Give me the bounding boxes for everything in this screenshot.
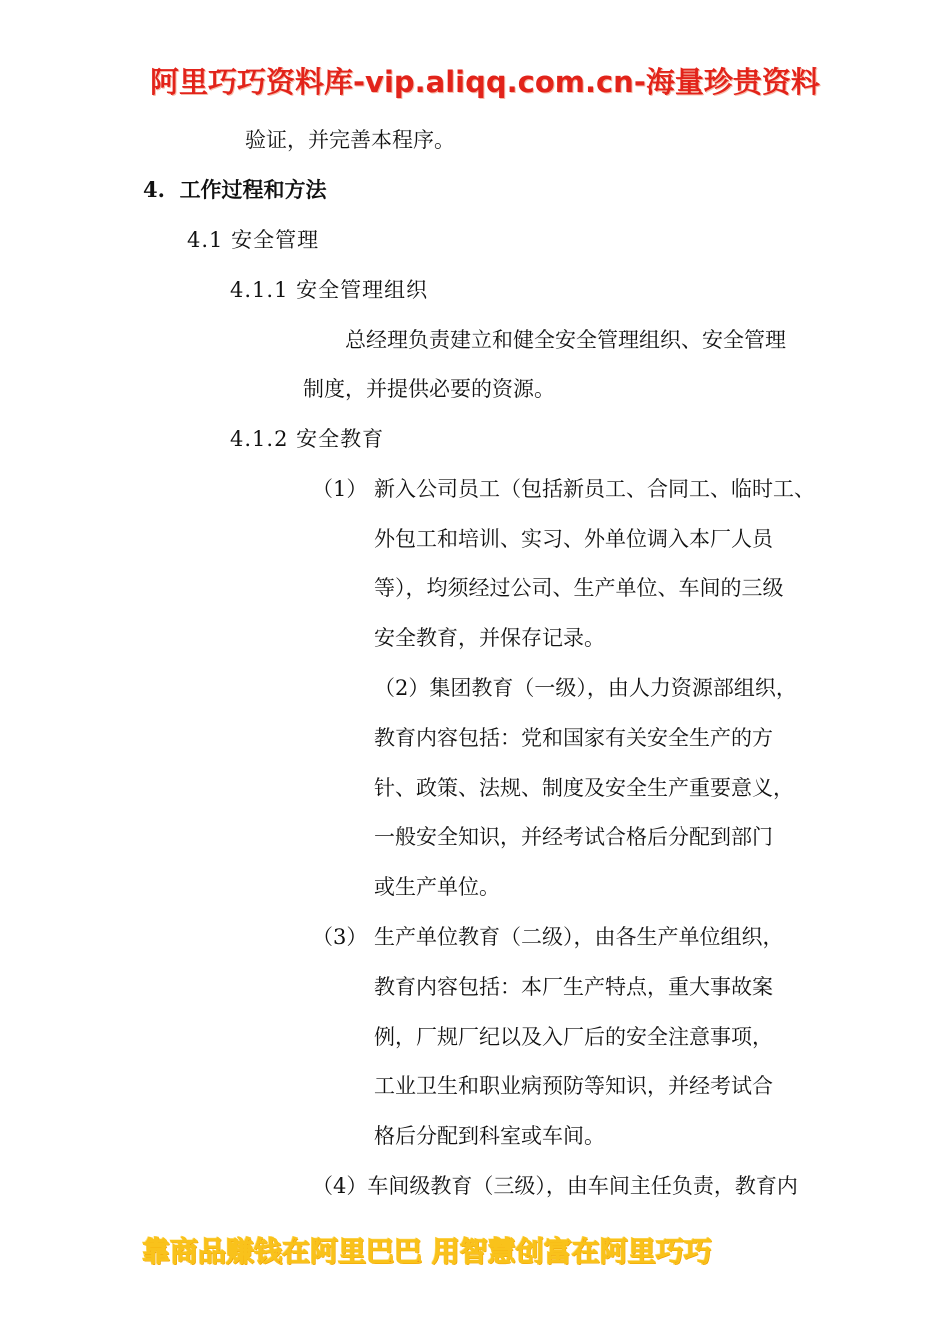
list-item-3-line: 工业卫生和职业病预防等知识，并经考试合 <box>374 1074 773 1098</box>
list-item-3-line: 例，厂规厂纪以及入厂后的安全注意事项， <box>374 1025 773 1049</box>
list-item-2-line: 针、政策、法规、制度及安全生产重要意义， <box>374 776 794 800</box>
section-4-number: 4. <box>143 177 165 202</box>
list-item-1-line: （1） 新入公司员工（包括新员工、合同工、临时工、 <box>312 477 816 501</box>
list-item-1-line: 安全教育，并保存记录。 <box>374 626 605 650</box>
list-item-2-line: 一般安全知识，并经考试合格后分配到部门 <box>374 825 773 849</box>
list-item-2-line: 教育内容包括：党和国家有关安全生产的方 <box>374 726 773 750</box>
list-item-3-line: （3） 生产单位教育（二级），由各生产单位组织， <box>312 925 784 949</box>
section-4-1-heading: 4.1 安全管理 <box>187 228 320 252</box>
section-4-1-2-heading: 4.1.2 安全教育 <box>230 427 385 451</box>
list-item-1-line: 等），均须经过公司、生产单位、车间的三级 <box>374 576 784 600</box>
list-item-2-line: 或生产单位。 <box>374 875 500 899</box>
list-item-2-line: （2）集团教育（一级），由人力资源部组织， <box>374 676 797 700</box>
section-4-heading <box>143 175 327 205</box>
list-item-3-line: 教育内容包括：本厂生产特点，重大事故案 <box>374 975 773 999</box>
continuation-line: 验证，并完善本程序。 <box>245 128 455 152</box>
section-4-1-1-heading: 4.1.1 安全管理组织 <box>230 278 429 302</box>
paragraph-line: 制度，并提供必要的资源。 <box>303 377 555 401</box>
section-4-title: 工作过程和方法 <box>179 177 327 202</box>
list-item-4-line: （4）车间级教育（三级），由车间主任负责，教育内 <box>312 1174 798 1198</box>
header-watermark-banner: 阿里巧巧资料库-vip.aliqq.com.cn-海量珍贵资料 <box>150 65 820 99</box>
list-item-3-line: 格后分配到科室或车间。 <box>374 1124 605 1148</box>
list-item-1-line: 外包工和培训、实习、外单位调入本厂人员 <box>374 527 773 551</box>
paragraph-line: 总经理负责建立和健全安全管理组织、安全管理 <box>345 328 786 352</box>
footer-slogan-banner: 靠商品赚钱在阿里巴巴 用智慧创富在阿里巧巧 <box>142 1235 712 1268</box>
